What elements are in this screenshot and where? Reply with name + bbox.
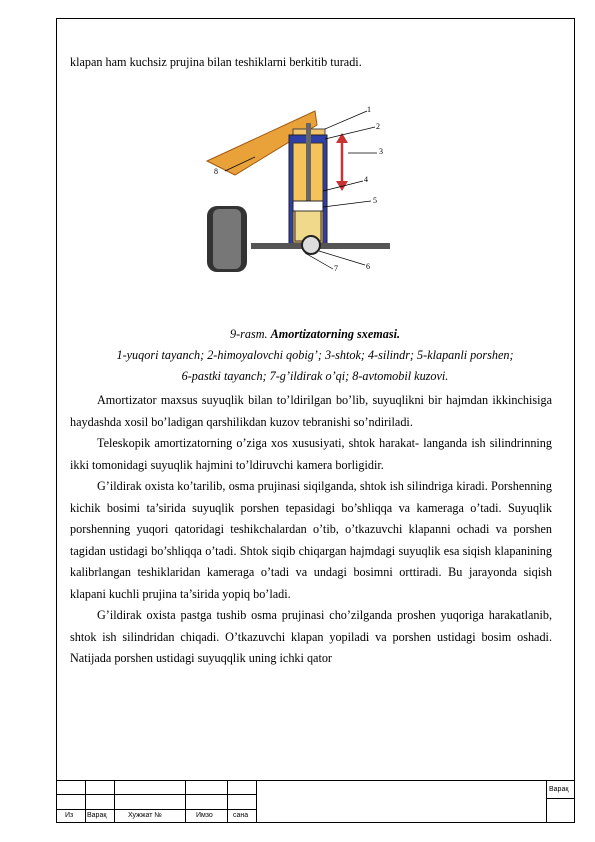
intro-line	[70, 52, 552, 74]
paragraph-3: G’ildirak oxista ko’tarilib, osma prujinasi siqilganda, shtok ish silindriga kiradi. Porshenning kichik bosimi ta’sirida suyuqlik porshen tepasidagi bo’shliqqa va kameraga o’tadi. Suyuqlik porshenning yuqori qatoridagi teshikchalardan o’tib, o’tkazuvchi klapanni ochadi va porshen tagidan ustidagi bo’shliqqa o’tadi. Shtok siqib chiqargan hajmdagi suyuqlik esa siqish klapanining kalibrlangan teshiklaridan kameraga o’tadi va undagi bosimni orttiradi. Bu jarayonda siqish klapani kuchli prujina ta’sirida yopiq bo’ladi.	[70, 479, 552, 601]
caption-legend-2: 6-pastki tayanch; 7-g’ildirak o’qi; 8-avtomobil kuzovi.	[181, 369, 449, 383]
callout-4: 4	[364, 175, 368, 184]
intro-paragraph: klapan ham kuchsiz prujina bilan teshiklarni berkitib turadi.	[70, 55, 362, 69]
body-text	[70, 390, 552, 670]
caption-number: 9-rasm.	[230, 327, 268, 341]
callout-6: 6	[366, 262, 370, 271]
figure-caption	[60, 324, 570, 387]
callout-8: 8	[214, 167, 218, 176]
stamp-label-imzo: Имзо	[196, 812, 213, 819]
shock-absorber-figure	[205, 103, 390, 275]
paragraph-1: Amortizator maxsus suyuqlik bilan to’ldirilgan bo’lib, suyuqlikni bir hajmdan ikkinchisiga haydashda xosil bo’ladigan qarshilikdan kuzov tebranishi so’ndiriladi.	[70, 393, 552, 429]
caption-title-line	[60, 324, 570, 345]
paragraph-2: Teleskopik amortizatorning o’ziga xos xususiyati, shtok harakat- langanda ish silindrinning ikki tomonidagi suyuqlik hajmini to’ldiruvchi kamera borligidir.	[70, 436, 552, 472]
callout-5: 5	[373, 196, 377, 205]
stamp-sheet-label: Варақ	[549, 786, 569, 793]
callout-2: 2	[376, 122, 380, 131]
stamp-sheet-rule	[546, 798, 575, 799]
callout-1: 1	[367, 105, 371, 114]
caption-title: Amortizatorning sxemasi.	[270, 327, 400, 341]
title-block	[56, 780, 575, 823]
callout-7: 7	[334, 264, 338, 273]
stamp-label-sana: сана	[233, 812, 249, 819]
paragraph-4: G’ildirak oxista pastga tushib osma prujinasi cho’zilganda proshen yuqoriga harakatlanib, shtok ish silindridan chiqadi. O’tkazuvchi klapan yopiladi va porshen ustidagi bosim oshadi. Natijada porshen ustidagi suyuqqlik uning ichki qator	[70, 608, 552, 665]
stamp-label-iz: Из	[65, 812, 74, 819]
stamp-label-varaq: Варақ	[87, 812, 107, 819]
caption-legend-1: 1-yuqori tayanch; 2-himoyalovchi qobig’; 3-shtok; 4-silindr; 5-klapanli porshen;	[116, 348, 514, 362]
stamp-label-hujjat: Хужжат №	[128, 812, 162, 819]
callout-3: 3	[379, 147, 383, 156]
